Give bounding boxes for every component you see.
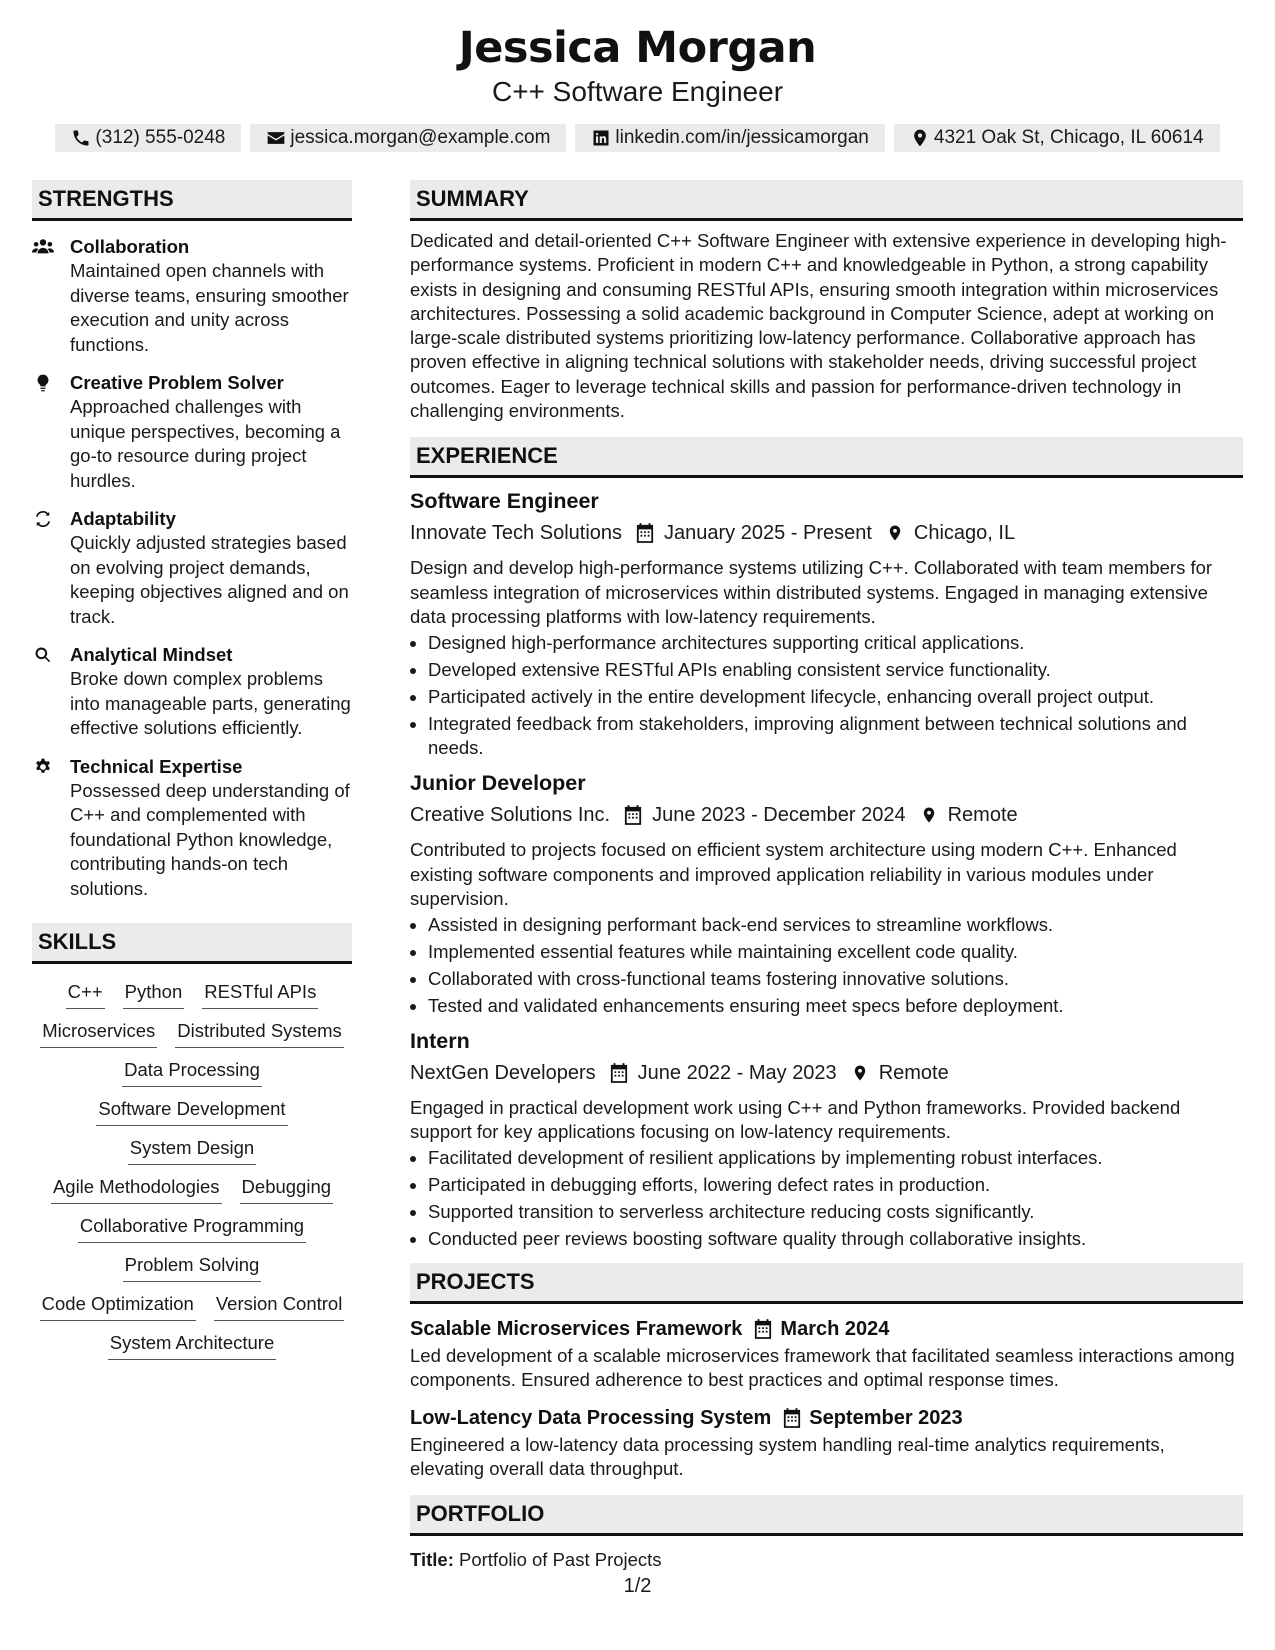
bullet-item: • Designed high-performance architectures supporting critical applications. xyxy=(428,631,1243,655)
bullet-item: • Developed extensive RESTful APIs enabling consistent service functionality. xyxy=(428,658,1243,682)
strength-title: Analytical Mindset xyxy=(70,644,233,665)
skill-tag: Problem Solving xyxy=(123,1251,262,1282)
strength-desc: Broke down complex problems into manageable parts, generating effective solutions efficiently. xyxy=(70,668,351,738)
job-meta xyxy=(410,518,1243,548)
job-meta xyxy=(410,800,1243,830)
job-company: Innovate Tech Solutions xyxy=(410,522,623,545)
candidate-name: Jessica Morgan xyxy=(458,23,817,73)
strength-item xyxy=(32,371,352,493)
users-icon xyxy=(32,237,54,257)
experience-heading: EXPERIENCE xyxy=(410,437,1243,478)
sync-icon xyxy=(32,509,54,529)
project-title: Low-Latency Data Processing System xyxy=(410,1406,772,1429)
bullet-item: • Conducted peer reviews boosting software quality through collaborative insights. xyxy=(428,1227,1243,1251)
strength-title: Adaptability xyxy=(70,508,176,529)
job-description: Engaged in practical development work using C++ and Python frameworks. Provided backend support for key applications focusing on low-latency requirements. xyxy=(410,1096,1181,1143)
calendar-icon xyxy=(636,523,654,543)
bullet-item: • Assisted in designing performant back-end services to streamline workflows. xyxy=(428,913,1243,937)
skill-tag: Version Control xyxy=(214,1290,344,1321)
portfolio-label: Title: xyxy=(410,1549,454,1571)
skills-heading: SKILLS xyxy=(32,923,352,964)
search-icon xyxy=(32,645,54,665)
map-pin-icon xyxy=(910,128,930,148)
job-bullets xyxy=(410,631,1243,760)
job-description: Design and develop high-performance systems utilizing C++. Collaborated with team members for seamless integration of microservices within distributed systems. Engaged in managing extensive data processing platforms with low-latency requirements. xyxy=(410,557,1213,627)
strength-title: Collaboration xyxy=(70,236,190,257)
job-location: Remote xyxy=(947,804,1018,827)
linkedin-icon xyxy=(591,128,611,148)
project-description: Engineered a low-latency data processing system handling real-time analytics requirements, elevating overall data throughput. xyxy=(410,1433,1165,1479)
envelope-icon xyxy=(266,128,286,148)
skill-tag: Agile Methodologies xyxy=(51,1173,222,1204)
strength-item xyxy=(32,643,352,741)
project-title: Scalable Microservices Framework xyxy=(410,1318,743,1341)
projects-heading: PROJECTS xyxy=(410,1263,1243,1304)
project-date: March 2024 xyxy=(780,1318,890,1341)
job-title: Junior Developer xyxy=(410,771,586,796)
bullet-item: • Participated actively in the entire development lifecycle, enhancing overall project output. xyxy=(428,685,1243,709)
job-title: Software Engineer xyxy=(410,489,599,514)
bullet-item: • Collaborated with cross-functional teams fostering innovative solutions. xyxy=(428,967,1243,991)
strength-item xyxy=(32,235,352,357)
strength-title: Technical Expertise xyxy=(70,755,243,777)
summary-text: Dedicated and detail-oriented C++ Software Engineer with extensive experience in developing high-performance systems. Proficient in modern C++ and knowledgeable in Python, a strong capability exists in designing and consuming RESTful APIs, ensuring smooth integration within microservices architectures. Possessing a solid academic background in Computer Science, adept at working on large-scale distributed systems prioritizing low-latency performance. Collaborative approach has proven effective in aligning technical solutions with stakeholder needs, driving successful project outcomes. Eager to leverage technical skills and passion for performance-driven technology in challenging environments. xyxy=(410,230,1227,422)
bullet-item: • Implemented essential features while maintaining excellent code quality. xyxy=(428,940,1243,964)
bullet-item: • Supported transition to serverless architecture reducing costs significantly. xyxy=(428,1200,1243,1224)
portfolio-entry xyxy=(410,1548,1243,1572)
gear-icon xyxy=(32,757,54,777)
job-location: Remote xyxy=(878,1061,949,1084)
summary-heading: SUMMARY xyxy=(410,180,1243,221)
job-company: NextGen Developers xyxy=(410,1061,596,1084)
strength-desc: Quickly adjusted strategies based on evolving project demands, keeping objectives aligned and on track. xyxy=(70,532,349,627)
skill-tag: Data Processing xyxy=(122,1056,262,1087)
strength-desc: Maintained open channels with diverse teams, ensuring smoother execution and unity across functions. xyxy=(70,260,349,355)
map-pin-icon xyxy=(920,805,938,825)
calendar-icon xyxy=(624,805,642,825)
project-description: Led development of a scalable microservices framework that facilitated seamless interactions among components. Ensured adherence to best practices and optimal response times. xyxy=(410,1345,1235,1391)
job-bullets xyxy=(410,1146,1243,1251)
skill-tag: Distributed Systems xyxy=(175,1017,344,1048)
skill-tag: System Design xyxy=(128,1134,256,1165)
phone-icon xyxy=(71,128,91,148)
contact-bar xyxy=(0,124,1275,152)
page-number: 1/2 xyxy=(623,1575,652,1597)
contact-phone[interactable] xyxy=(55,124,241,152)
skill-tag: System Architecture xyxy=(108,1329,277,1360)
job-company: Creative Solutions Inc. xyxy=(410,804,611,827)
job-dates: January 2025 - Present xyxy=(664,522,872,545)
bullet-item: • Facilitated development of resilient applications by implementing robust interfaces. xyxy=(428,1146,1243,1170)
job-description: Contributed to projects focused on efficient system architecture using modern C++. Enhanced existing software components and improved application reliability in various modules under supervision. xyxy=(410,839,1177,909)
project-entry xyxy=(410,1405,1243,1482)
map-pin-icon xyxy=(886,523,904,543)
skill-tag: Microservices xyxy=(40,1017,157,1048)
right-column xyxy=(410,180,1243,1572)
job-bullets xyxy=(410,913,1243,1018)
strength-desc: Possessed deep understanding of C++ and complemented with foundational Python knowledge, contributing hands-on tech solutions. xyxy=(70,779,350,899)
project-entry xyxy=(410,1316,1243,1393)
strength-desc: Approached challenges with unique perspectives, becoming a go-to resource during project hurdles. xyxy=(70,396,341,491)
job-entry xyxy=(410,1026,1243,1251)
strength-item xyxy=(32,755,352,902)
left-column xyxy=(32,180,352,1360)
job-location: Chicago, IL xyxy=(913,522,1016,545)
bullet-item: • Tested and validated enhancements ensuring meet specs before deployment. xyxy=(428,994,1243,1018)
skills-list xyxy=(32,978,352,1360)
strength-item xyxy=(32,507,352,629)
skill-tag: C++ xyxy=(66,978,105,1009)
skill-tag: Software Development xyxy=(96,1095,287,1126)
job-entry xyxy=(410,768,1243,1018)
lightbulb-icon xyxy=(32,373,54,393)
job-entry xyxy=(410,486,1243,760)
bullet-item: • Participated in debugging efforts, lowering defect rates in production. xyxy=(428,1173,1243,1197)
calendar-icon xyxy=(610,1063,628,1083)
skill-tag: Python xyxy=(123,978,185,1009)
job-dates: June 2023 - December 2024 xyxy=(652,804,906,827)
calendar-icon xyxy=(754,1319,772,1339)
skill-tag: RESTful APIs xyxy=(202,978,318,1009)
contact-address xyxy=(894,124,1220,152)
strengths-heading: STRENGTHS xyxy=(32,180,352,221)
skill-tag: Collaborative Programming xyxy=(78,1212,306,1243)
contact-email[interactable] xyxy=(250,124,566,152)
bullet-item: • Integrated feedback from stakeholders, improving alignment between technical solutions and needs. xyxy=(428,712,1243,761)
skill-tag: Debugging xyxy=(240,1173,334,1204)
linkedin-text: linkedin.com/in/jessicamorgan xyxy=(615,127,869,148)
email-text: jessica.morgan@example.com xyxy=(290,127,551,148)
map-pin-icon xyxy=(851,1063,869,1083)
job-title: Intern xyxy=(410,1028,470,1053)
phone-text: (312) 555-0248 xyxy=(95,127,226,148)
project-date: September 2023 xyxy=(809,1406,963,1429)
job-meta xyxy=(410,1058,1243,1088)
contact-linkedin[interactable] xyxy=(575,124,884,152)
portfolio-heading: PORTFOLIO xyxy=(410,1495,1243,1536)
strength-title: Creative Problem Solver xyxy=(70,372,284,393)
portfolio-value: Portfolio of Past Projects xyxy=(459,1549,662,1571)
job-dates: June 2022 - May 2023 xyxy=(637,1061,837,1084)
skill-tag: Code Optimization xyxy=(40,1290,196,1321)
resume-header xyxy=(0,0,1275,152)
calendar-icon xyxy=(783,1408,801,1428)
address-text: 4321 Oak St, Chicago, IL 60614 xyxy=(933,127,1204,148)
candidate-title: C++ Software Engineer xyxy=(491,76,784,107)
